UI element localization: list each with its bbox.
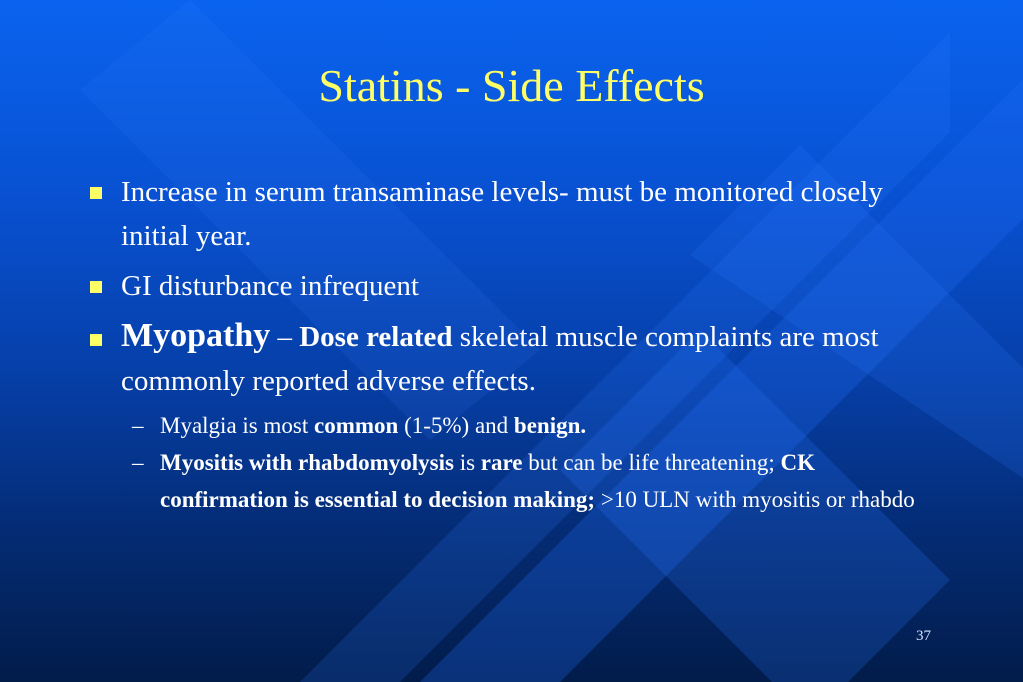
dash-bullet-icon: – — [132, 413, 144, 438]
sub-bullet-bold: common — [313, 413, 399, 438]
square-bullet-icon — [90, 187, 102, 199]
bullet-item — [88, 264, 928, 308]
sub-bullet-bold: rare — [480, 450, 523, 475]
sub-bullet-item — [88, 407, 928, 444]
bullet-dash: – — [270, 321, 300, 353]
sub-bullet-text: (1-5%) and — [398, 413, 514, 438]
bullet-text: skeletal muscle complaints are most commonly reported adverse effects. — [121, 321, 879, 397]
sub-bullet-text: but can be life threatening; — [522, 450, 781, 475]
bullet-item — [88, 314, 928, 403]
square-bullet-icon — [90, 334, 102, 346]
bullet-text: Increase in serum transaminase levels- must be monitored closely initial year. — [121, 176, 883, 252]
bullet-bold-text: Dose related — [299, 321, 453, 353]
sub-bullet-text: Myalgia is most — [160, 413, 314, 438]
page-number: 37 — [916, 628, 931, 644]
sub-bullet-bold: Myositis with rhabdomyolysis — [160, 450, 454, 475]
sub-bullet-item — [88, 444, 928, 518]
dash-bullet-icon: – — [132, 450, 144, 475]
sub-bullet-text: is — [453, 450, 481, 475]
sub-bullet-bold: benign. — [513, 413, 587, 438]
sub-bullet-text: >10 ULN with myositis or rhabdo — [595, 487, 915, 512]
sub-bullet-bold: CK confirmation is essential to decision making; — [160, 450, 816, 512]
slide-title: Statins - Side Effects — [318, 60, 705, 111]
bullet-term: Myopathy — [121, 317, 271, 354]
bullet-text: GI disturbance infrequent — [121, 270, 419, 302]
bullet-item — [88, 170, 928, 258]
square-bullet-icon — [90, 281, 102, 293]
bullet-list — [88, 170, 928, 518]
